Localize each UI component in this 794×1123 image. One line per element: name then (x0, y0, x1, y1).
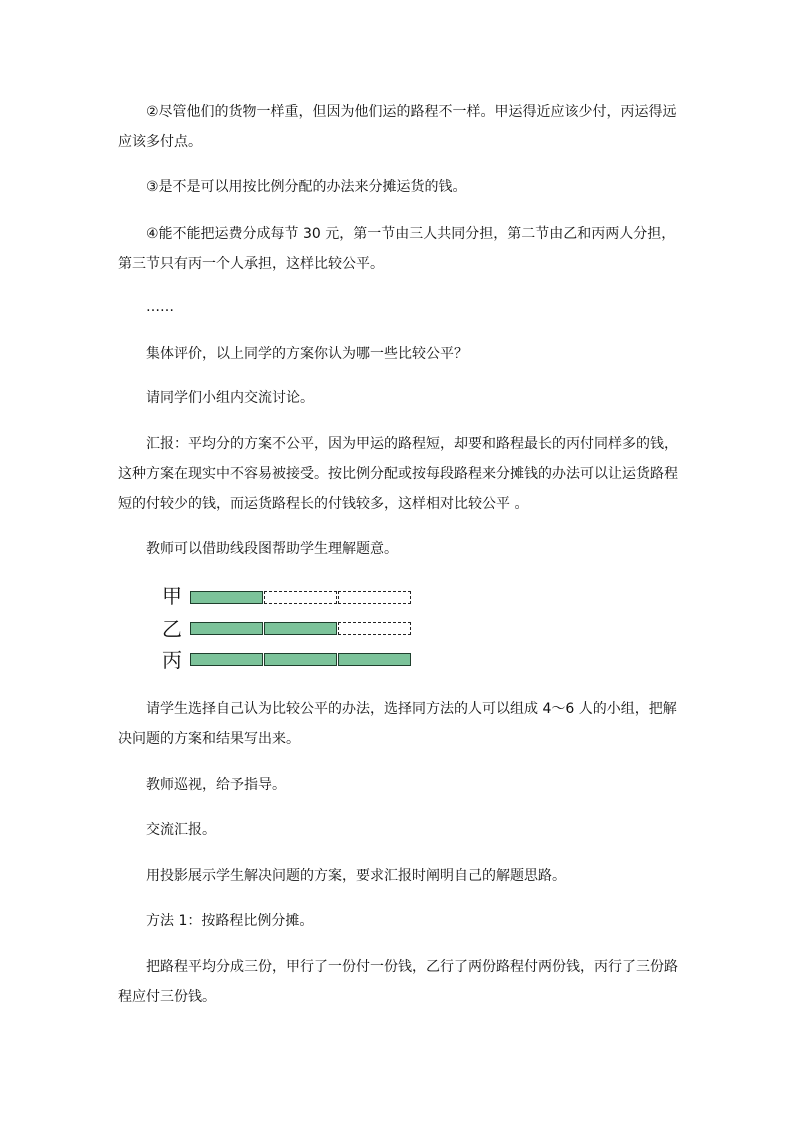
bar-yi (190, 622, 412, 635)
paragraph-option-2 (118, 97, 678, 157)
paragraph-line: 汇报：平均分的方案不公平，因为甲运的路程短，却要和路程最长的丙付同样多的钱， (146, 436, 678, 452)
paragraph-report (118, 429, 678, 519)
segment-filled (190, 653, 263, 666)
segment-filled (264, 653, 337, 666)
paragraph-choose-method (118, 694, 678, 754)
row-label-yi: 乙 (162, 617, 182, 641)
paragraph-line: 这种方案在现实中不容易被接受。按比例分配或按每段路程来分摊钱的办法可以让运货路程 (118, 466, 678, 482)
paragraph-teacher-diagram: 教师可以借助线段图帮助学生理解题意。 (146, 541, 398, 557)
paragraph-method-1-explanation (118, 952, 678, 1012)
segment-filled (190, 591, 263, 604)
segment-empty (338, 591, 411, 604)
segment-empty (264, 591, 337, 604)
paragraph-option-3: ③是不是可以用按比例分配的办法来分摊运货的钱。 (146, 179, 467, 195)
paragraph-collective-evaluation: 集体评价，以上同学的方案你认为哪一些比较公平？ (146, 346, 468, 362)
bar-bing (190, 653, 412, 666)
paragraph-ellipsis: …… (146, 299, 174, 315)
paragraph-teacher-patrol: 教师巡视，给予指导。 (146, 777, 286, 793)
paragraph-projection: 用投影展示学生解决问题的方案，要求汇报时阐明自己的解题思路。 (146, 868, 566, 884)
paragraph-line: 应该多付点。 (118, 134, 202, 150)
row-label-jia: 甲 (162, 584, 182, 608)
paragraph-line: 请学生选择自己认为比较公平的办法，选择同方法的人可以组成 4～6 人的小组，把解 (146, 701, 677, 717)
line-segment-diagram (160, 582, 420, 674)
paragraph-option-4 (118, 219, 678, 279)
paragraph-exchange-report: 交流汇报。 (146, 822, 216, 838)
segment-empty (338, 622, 411, 635)
row-label-bing: 丙 (162, 648, 182, 672)
paragraph-line: 决问题的方案和结果写出来。 (118, 731, 300, 747)
paragraph-line: 短的付较少的钱，而运货路程长的付钱较多，这样相对比较公平 。 (118, 496, 529, 512)
paragraph-group-discussion: 请同学们小组内交流讨论。 (146, 390, 314, 406)
paragraph-line: ②尽管他们的货物一样重，但因为他们运的路程不一样。甲运得近应该少付，丙运得远 (146, 104, 677, 120)
segment-filled (264, 622, 337, 635)
paragraph-line: 把路程平均分成三份，甲行了一份付一份钱，乙行了两份路程付两份钱，丙行了三份路 (146, 959, 678, 975)
segment-filled (338, 653, 411, 666)
paragraph-line: 程应付三份钱。 (118, 989, 216, 1005)
paragraph-method-1: 方法 1：按路程比例分摊。 (146, 913, 314, 929)
bar-jia (190, 591, 412, 604)
segment-filled (190, 622, 263, 635)
paragraph-line: ④能不能把运费分成每节 30 元，第一节由三人共同分担，第二节由乙和丙两人分担， (146, 226, 676, 242)
paragraph-line: 第三节只有丙一个人承担，这样比较公平。 (118, 256, 384, 272)
